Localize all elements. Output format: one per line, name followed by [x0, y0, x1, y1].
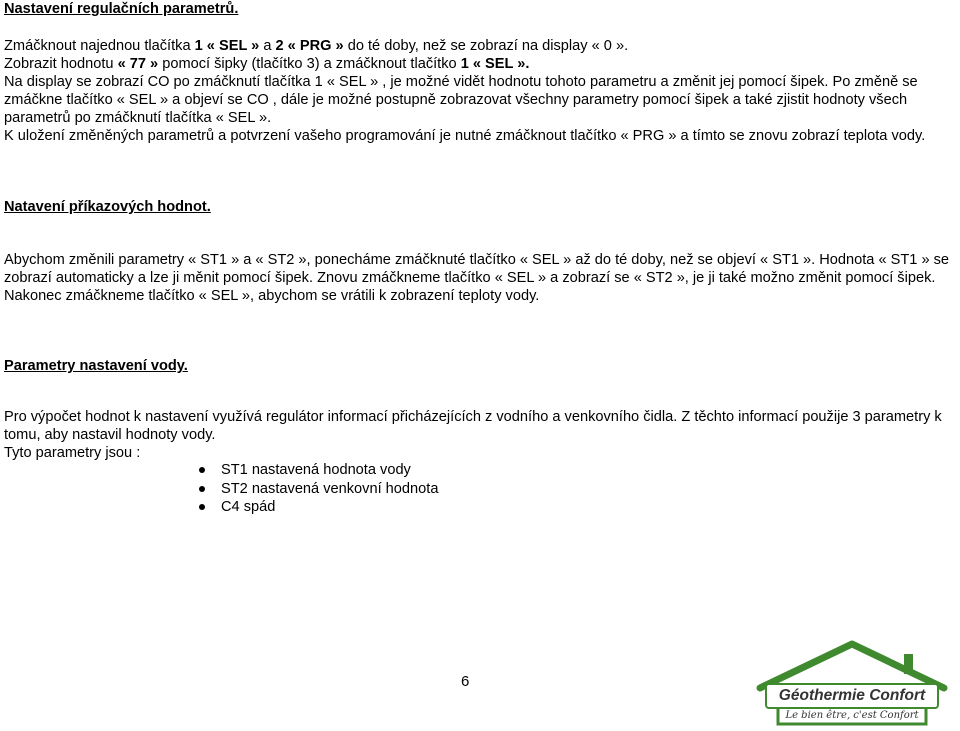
page-number: 6 — [461, 673, 470, 690]
command-paragraph: Abychom změnili parametry « ST1 » a « ST2 », ponecháme zmáčknuté tlačítko « SEL » až do té doby, než se objeví « ST1 ». Hodnota « ST1 » se zobrazí automaticky a lze ji měnit pomocí šipek. Znovu zmáčkneme tlačítko « SEL » a zobrazí se « ST2 », je ji také možno změnit pomocí šipek. Nakonec zmáčkneme tlačítko « SEL », abychom se vrátili k zobrazení teploty vody. — [4, 252, 950, 304]
reg-paragraph-1: Zmáčknout najednou tlačítka 1 « SEL » a 2 « PRG » do té doby, než se zobrazí na display « 0 ». — [4, 38, 629, 54]
list-item: ST1 nastavená hodnota vody — [4, 461, 956, 480]
parameter-list — [4, 461, 956, 517]
company-logo — [754, 640, 950, 726]
water-heading: Parametry nastavení vody. — [4, 358, 188, 374]
bullet-icon — [199, 467, 205, 473]
water-paragraph-2: Tyto parametry jsou : — [4, 445, 141, 461]
command-heading: Natavení příkazových hodnot. — [4, 199, 211, 215]
logo-name: Géothermie Confort — [778, 687, 926, 704]
reg-paragraph-2: Zobrazit hodnotu « 77 » pomocí šipky (tlačítko 3) a zmáčknout tlačítko 1 « SEL ». — [4, 56, 530, 72]
list-item: C4 spád — [4, 498, 956, 517]
bullet-icon — [199, 504, 205, 510]
bullet-icon — [199, 486, 205, 492]
reg-paragraph-3: Na display se zobrazí CO po zmáčknutí tlačítka 1 « SEL » , je možné vidět hodnotu tohoto parametru a změnit jej pomocí šipek. Po změně se zmáčkne tlačítko « SEL » a objeví se CO , dále je možné postupně zobrazovat všechny parametry pomocí šipek a také zjistit hodnoty všech parametrů po zmáčknutí tlačítka « SEL ». — [4, 74, 918, 126]
reg-paragraph-4: K uložení změněných parametrů a potvrzení vašeho programování je nutné zmáčknout tlačítko « PRG » a tímto se znovu zobrazí teplota vody. — [4, 128, 926, 144]
logo-tagline: Le bien être, c'est Confort — [785, 710, 919, 721]
list-item: ST2 nastavená venkovní hodnota — [4, 480, 956, 499]
water-paragraph-1: Pro výpočet hodnot k nastavení využívá regulátor informací přicházejících z vodního a venkovního čidla. Z těchto informací použije 3 parametry k tomu, aby nastavil hodnoty vody. — [4, 409, 942, 443]
regulation-heading: Nastavení regulačních parametrů. — [4, 1, 239, 17]
